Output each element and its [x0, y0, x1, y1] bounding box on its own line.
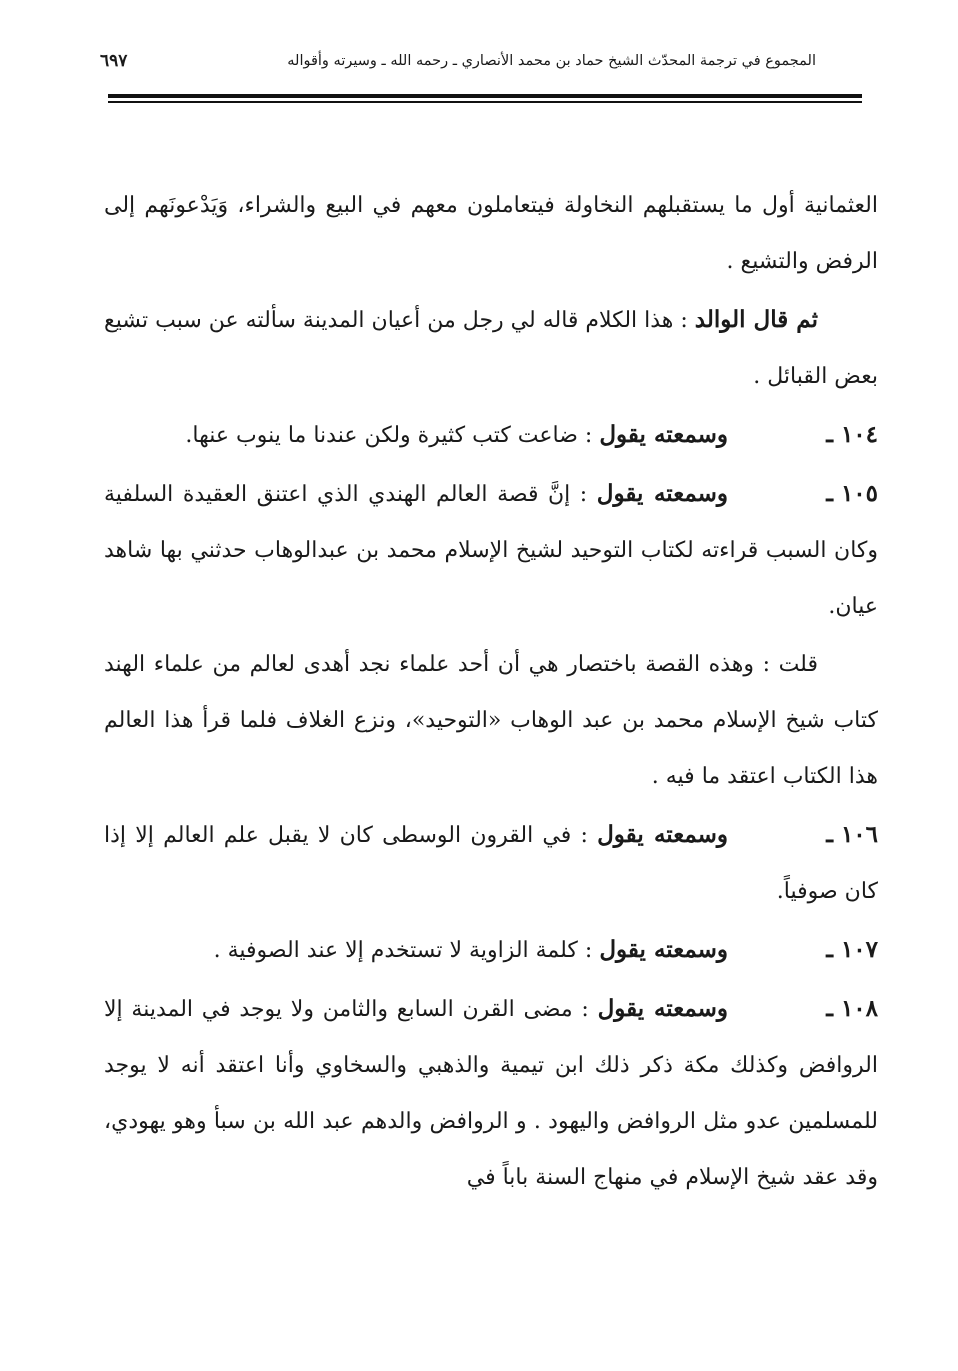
item-lead: وسمعته يقول — [597, 821, 728, 848]
item-lead: وسمعته يقول — [596, 480, 728, 507]
item-number: ١٠٤ ـ — [826, 421, 878, 448]
item-lead: وسمعته يقول — [597, 995, 728, 1022]
item-number: ١٠٨ ـ — [826, 995, 878, 1022]
paragraph-father-said — [104, 292, 878, 405]
paragraph-text: : هذا الكلام قاله لي رجل من أعيان المدينة سألته عن سبب تشيع بعض القبائل . — [104, 308, 878, 389]
item-108 — [104, 981, 878, 1206]
header-rule-thin — [108, 101, 862, 103]
item-text: : ضاعت كتب كثيرة ولكن عندنا ما ينوب عنها. — [185, 423, 600, 448]
paragraph-continuation: العثمانية أول ما يستقبلهم النخاولة فيتعاملون معهم في البيع والشراء، وَيَدْعونَهم إلى الرفض والتشيع . — [104, 193, 878, 274]
paragraph-comment: قلت : وهذه القصة باختصار هي أن أحد علماء نجد أهدى لعالم من علماء الهند كتاب شيخ الإسلام محمد بن عبد الوهاب «التوحيد»، ونزع الغلاف فلما قرأ هذا العالم هذا الكتاب اعتقد ما فيه . — [104, 652, 878, 789]
item-106 — [104, 807, 878, 920]
item-107 — [104, 922, 878, 979]
item-lead: وسمعته يقول — [599, 936, 728, 963]
item-lead: وسمعته يقول — [599, 421, 728, 448]
page-body — [104, 178, 878, 1208]
running-header-title: المجموع في ترجمة المحدّث الشيخ حماد بن محمد الأنصاري ـ رحمه الله ـ وسيرته وأقواله — [287, 52, 816, 69]
item-105 — [104, 466, 878, 635]
item-text: : إنَّ قصة العالم الهندي الذي اعتنق العقيدة السلفية وكان السبب قراءته لكتاب التوحيد لشيخ الإسلام محمد بن عبدالوهاب حدثني بها شاهد عيان. — [104, 482, 878, 619]
item-text: : كلمة الزاوية لا تستخدم إلا عند الصوفية . — [213, 938, 600, 963]
header-rule-thick — [108, 94, 862, 98]
running-header — [100, 44, 816, 78]
item-text: : مضى القرن السابع والثامن ولا يوجد في المدينة إلا الروافض وكذلك مكة ذكر ذلك ابن تيمية والذهبي والسخاوي وأنا اعتقد أنه لا يوجد للمسلمين عدو مثل الروافض واليهود . و الروافض والدهم عبد الله بن سبأ وهو يهودي، وقد عقد شيخ الإسلام في منهاج السنة باباً في — [104, 997, 878, 1190]
item-104 — [104, 407, 878, 464]
item-text: : في القرون الوسطى كان لا يقبل علم العالم إلا إذا كان صوفياً. — [104, 823, 878, 904]
item-number: ١٠٦ ـ — [826, 821, 878, 848]
paragraph-lead: ثم قال الوالد — [694, 306, 818, 333]
page-number: ٦٩٧ — [100, 50, 128, 71]
item-number: ١٠٥ ـ — [826, 480, 878, 507]
item-number: ١٠٧ ـ — [826, 936, 878, 963]
